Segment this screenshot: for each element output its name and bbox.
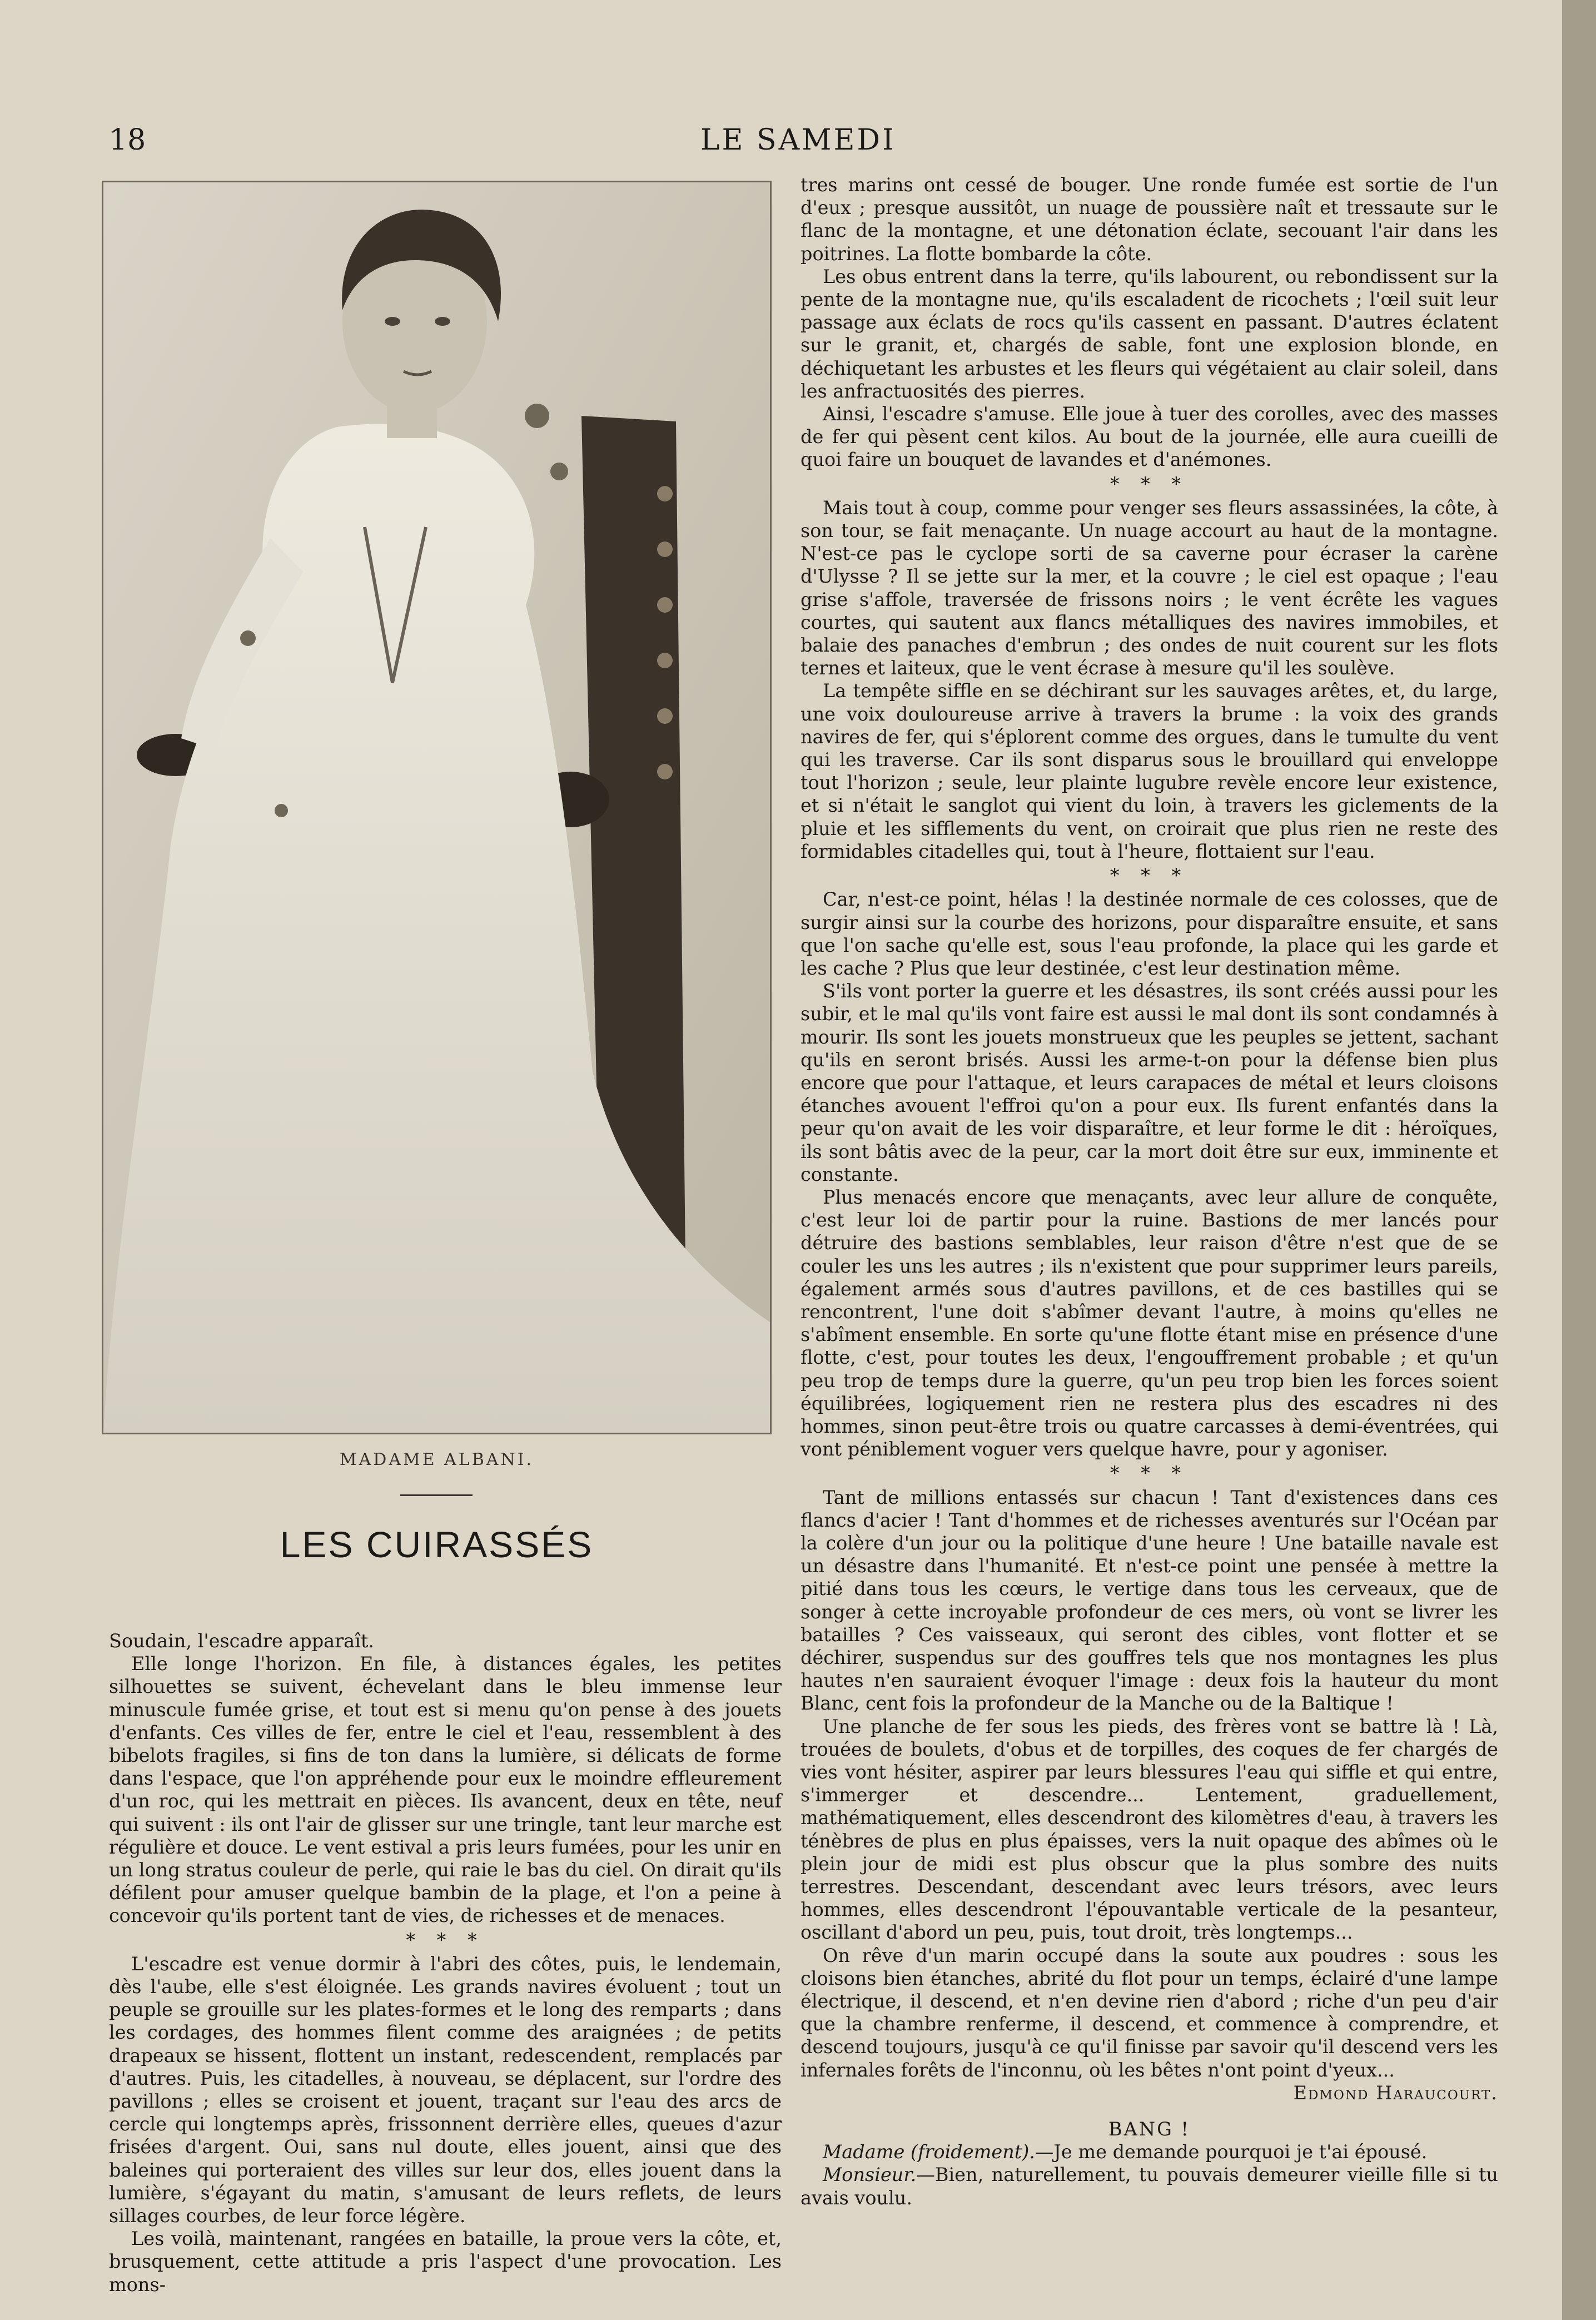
right-column <box>801 173 1498 2209</box>
paragraph: tres marins ont cessé de bouger. Une ronde fumée est sortie de l'un d'eux ; presque aussitôt, un nuage de poussière naît et tressaute sur le flanc de la montagne, et une détonation éclate, secouant l'air dans les poitrines. La flotte bombarde la côte. <box>801 174 1498 265</box>
paragraph: S'ils vont porter la guerre et les désastres, ils sont créés aussi pour les subir, et le mal qu'ils vont faire est aussi le mal dont ils sont condamnés à mourir. Ils sont les jouets monstrueux que les peuples se jettent, sachant qu'ils en seront brisés. Aussi les arme-t-on pour la défense bien plus encore que pour l'attaque, et leurs carapaces de métal et leurs cloisons étanches avouent l'effroi qu'on a pour eux. Ils furent enfantés dans la peur qu'on avait de les voir disparaître, et leur forme le dit : héroïques, ils sont bâtis avec de la peur, car la mort doit être sur eux, imminente et constante. <box>801 980 1498 1185</box>
paragraph: Elle longe l'horizon. En file, à distances égales, les petites silhouettes se suivent, échevelant dans le bleu immense leur minuscule fumée grise, et tout est si menu qu'on pense à des jouets d'enfants. Ces villes de fer, entre le ciel et l'eau, ressemblent à des bibelots fragiles, si fins de ton dans la lumière, si délicats de forme dans l'espace, que l'on appréhende pour eux le moindre effleurement d'un roc, qui les mettrait en pièces. Ils avancent, deux en tête, neuf qui suivent : ils ont l'air de glisser sur une tringle, tant leur marche est régulière et douce. Le vent estival a pris leurs fumées, pour les unir en un long stratus couleur de perle, qui raie le bas du ciel. On dirait qu'ils défilent pour amuser quelque bambin de la plage, et l'on a peine à concevoir qu'ils portent tant de vies, de richesses et de menaces. <box>109 1653 782 1927</box>
speaker-monsieur: Monsieur. <box>823 2164 917 2186</box>
dialogue-line <box>801 2163 1498 2209</box>
page-header <box>0 123 1582 157</box>
photo-caption: MADAME ALBANI. <box>339 1450 534 1469</box>
paragraph: Plus menacés encore que menaçants, avec leur allure de conquête, c'est leur loi de partir pour la ruine. Bastions de mer lancés pour détruire des bastions semblables, leur raison d'être n'est que de se couler les uns les autres ; ils n'existent que pour supprimer leurs pareils, également armés sous d'autres pavillons, et de ces bastilles qui se rencontrent, l'une doit s'abîmer devant l'autre, à moins qu'elles ne s'abîment ensemble. En sorte qu'une flotte étant mise en présence d'une flotte, c'est, pour toutes les deux, l'engouffrement probable ; et qu'un peu trop de temps dure la guerre, qu'un peu trop bien les forces soient équilibrées, logiquement rien ne restera plus des escadres ni des hommes, sinon peut-être trois ou quatre carcasses à demi-éventrées, qui vont péniblement voguer vers quelque havre, pour y agoniser. <box>801 1186 1498 1460</box>
section-break: * * * <box>1110 865 1189 887</box>
section-break: * * * <box>1110 1462 1189 1484</box>
paragraph: L'escadre est venue dormir à l'abri des côtes, puis, le lendemain, dès l'aube, elle s'est éloignée. Les grands navires évoluent ; tout un peuple se grouille sur les plates-formes et le long des remparts ; dans les cordages, des hommes filent comme des araignées ; de petits drapeaux se hissent, flottent un instant, redescendent, remplacés par d'autres. Puis, les citadelles, à nouveau, se déplacent, sur l'ordre des pavillons ; elles se croisent et jouent, traçant sur l'eau des arcs de cercle qui longtemps après, frissonnent derrière elles, queues d'azur frisées d'argent. Oui, sans nul doute, elles jouent, ainsi que des baleines qui porteraient des villes sur leur dos, elles jouent dans la lumière, s'égayant du matin, s'amusant de leurs reflets, de leurs sillages courbes, de leur force légère. <box>109 1953 782 2227</box>
paragraph: Mais tout à coup, comme pour venger ses fleurs assassinées, la côte, à son tour, se fait menaçante. Un nuage accourt au haut de la montagne. N'est-ce pas le cyclope sorti de sa caverne pour écraser la carène d'Ulysse ? Il se jette sur la mer, et la couvre ; le ciel est opaque ; l'eau grise s'affole, traversée de frissons noirs ; le vent écrête les vagues courtes, qui sautent aux flancs métalliques des navires immobiles, et balaie des panaches d'embrun ; des ondes de nuit courent sur les flots ternes et laiteux, que le vent écrase à mesure qu'il les soulève. <box>801 496 1498 679</box>
line-text: —Je me demande pourquoi je t'ai épousé. <box>1035 2141 1428 2163</box>
running-head: LE SAMEDI <box>700 123 896 157</box>
paragraph: On rêve d'un marin occupé dans la soute aux poudres : sous les cloisons bien étanches, abrité du flot pour un temps, éclairé d'une lampe électrique, il descend, et n'en devine rien d'abord ; riche d'un peu d'air que la chambre renferme, il descend, et commence à comprendre, et descend toujours, jusqu'à ce qu'il finisse par savoir qu'il descend vers les infernales forêts de l'inconnu, où les bêtes n'ont point d'yeux... <box>801 1944 1498 2081</box>
portrait-photo <box>102 181 772 1434</box>
bang-title: BANG ! <box>1108 2118 1190 2140</box>
dialogue-line <box>801 2140 1498 2163</box>
page-edge <box>1562 0 1596 2320</box>
line-text: —Bien, naturellement, tu pouvais demeurer vieille fille si tu avais voulu. <box>801 2164 1498 2209</box>
title-rule <box>400 1494 473 1496</box>
paragraph: Les obus entrent dans la terre, qu'ils labourent, ou rebondissent sur la pente de la montagne nue, qu'ils escaladent de ricochets ; l'œil suit leur passage aux éclats de rocs qu'ils cassent en passant. D'autres éclatent sur le granit, et, chargés de sable, font une explosion blonde, en déchiquetant les arbustes et les fleurs qui végétaient au clair soleil, dans les anfractuosités des pierres. <box>801 265 1498 402</box>
paragraph: Une planche de fer sous les pieds, des frères vont se battre là ! Là, trouées de boulets, d'obus et de torpilles, des coques de fer chargés de vies vont hésiter, aspirer par leurs blessures l'eau qui siffle et qui entre, s'immerger et descendre... Lentement, graduellement, mathématiquement, elles descendront des kilomètres d'eau, à travers les ténèbres de plus en plus épaisses, vers la nuit opaque des abîmes où le plein jour de midi est plus obscur que la plus sombre des nuits terrestres. Descendant, descendant avec leurs trésors, avec leurs hommes, elles descendront l'épouvantable verticale de la pesanteur, oscillant d'abord un peu, puis, tout droit, très longtemps... <box>801 1715 1498 1944</box>
section-break: * * * <box>1110 473 1189 495</box>
portrait-illustration <box>103 182 770 1433</box>
paragraph: Tant de millions entassés sur chacun ! Tant d'existences dans ces flancs d'acier ! Tant d'hommes et de richesses aventurés sur l'Océan par la colère d'un jour ou la politique d'une heure ! Une bataille navale est un désastre dans l'humanité. Et n'est-ce point une pensée à mettre la pitié dans tous les cœurs, le vertige dans tous les cerveaux, que de songer à cette incroyable profondeur de ces mers, où vont se livrer les batailles ? Ces vaisseaux, qui seront des cibles, vont flotter et se déchirer, suspendus sur des gouffres tels que nos montagnes les plus hautes n'en sauraient évoquer l'image : deux fois la hauteur du mont Blanc, cent fois la profondeur de la Manche ou de la Baltique ! <box>801 1486 1498 1715</box>
author-signature: Edmond Haraucourt. <box>1293 2081 1498 2104</box>
page-number: 18 <box>109 123 146 157</box>
speaker-madame: Madame (froidement). <box>823 2141 1035 2163</box>
section-break: * * * <box>406 1929 485 1951</box>
article-title: LES CUIRASSÉS <box>280 1524 594 1565</box>
paragraph: Soudain, l'escadre apparaît. <box>109 1630 374 1652</box>
left-column <box>109 1630 782 2296</box>
paragraph: La tempête siffle en se déchirant sur les sauvages arêtes, et, du large, une voix douloureuse arrive à travers la brume : la voix des grands navires de fer, qui s'éplorent comme des orgues, dans le tumulte du vent qui les traverse. Car ils sont disparus sous le brouillard qui enveloppe tout l'horizon ; seule, leur plainte lugubre revèle encore leur existence, et si n'était le sanglot qui vient du loin, à travers les giclements de la pluie et les sifflements du vent, on croirait que plus rien ne reste des formidables citadelles qui, tout à l'heure, flottaient sur l'eau. <box>801 680 1498 862</box>
paragraph: Ainsi, l'escadre s'amuse. Elle joue à tuer des corolles, avec des masses de fer qui pèsent cent kilos. Au bout de la journée, elle aura cueilli de quoi faire un bouquet de lavandes et d'anémones. <box>801 403 1498 471</box>
paragraph: Car, n'est-ce point, hélas ! la destinée normale de ces colosses, que de surgir ainsi sur la courbe des horizons, pour disparaître ensuite, et sans que l'on sache qu'elle est, sous l'eau profonde, la place qui les garde et les cache ? Plus que leur destinée, c'est leur destination même. <box>801 888 1498 979</box>
paragraph: Les voilà, maintenant, rangées en bataille, la proue vers la côte, et, brusquement, cette attitude a pris l'aspect d'une provocation. Les mons- <box>109 2228 782 2296</box>
